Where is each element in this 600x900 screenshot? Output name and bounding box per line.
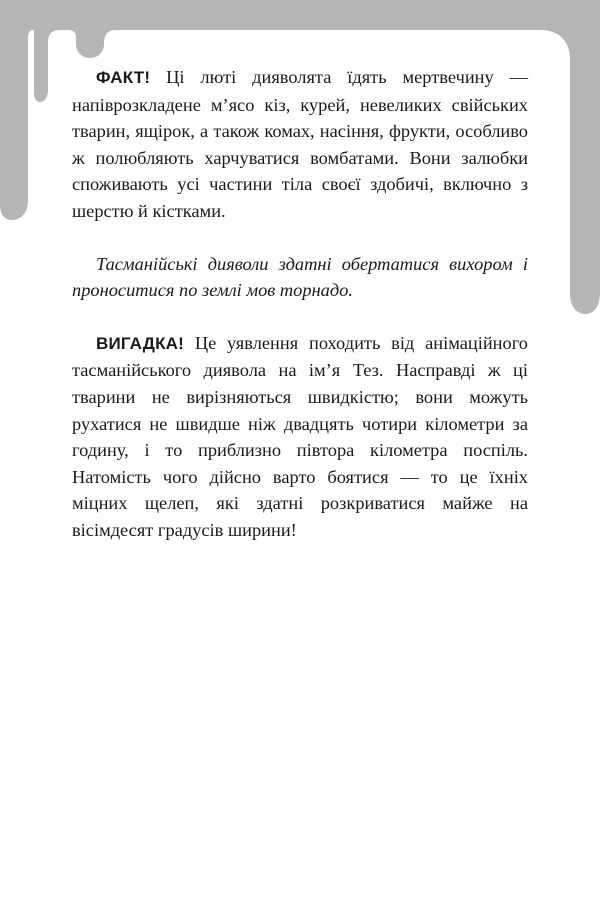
fact-paragraph: [72, 64, 528, 225]
myth-text: Тасманійські дияволи здатні обертатися вихором і проноситися по землі мов торнадо.: [72, 253, 528, 301]
fact-label: ФАКТ!: [96, 68, 151, 87]
fiction-paragraph: [72, 330, 528, 544]
fact-text: Ці люті дияволята їдять мертвечину — напіврозкладене м’ясо кіз, курей, невеликих свійських тварин, ящірок, а також комах, насіння, фрукти, особливо ж полюбляють харчуватися вомбатами. Вони залюбки споживають усі частини тіла своєї здобичі, включно з шерстю й кістками.: [72, 67, 528, 221]
fiction-label: ВИГАДКА!: [96, 333, 184, 353]
myth-paragraph: [72, 251, 528, 304]
text-content: [72, 64, 528, 544]
fiction-text: Це уявлення походить від анімаційного тасманійського диявола на ім’я Тез. Насправді ж ці тварини не вирізняються швидкістю; вони можуть рухатися не швидше ніж двадцять чотири кілометри за годину, і то приблизно півтора кілометра поспіль. Натомість чого дійсно варто боятися — то це їхніх міцних щелеп, які здатні розкриватися майже на вісімдесят градусів ширини!: [72, 332, 528, 540]
right-drip: [540, 30, 600, 314]
